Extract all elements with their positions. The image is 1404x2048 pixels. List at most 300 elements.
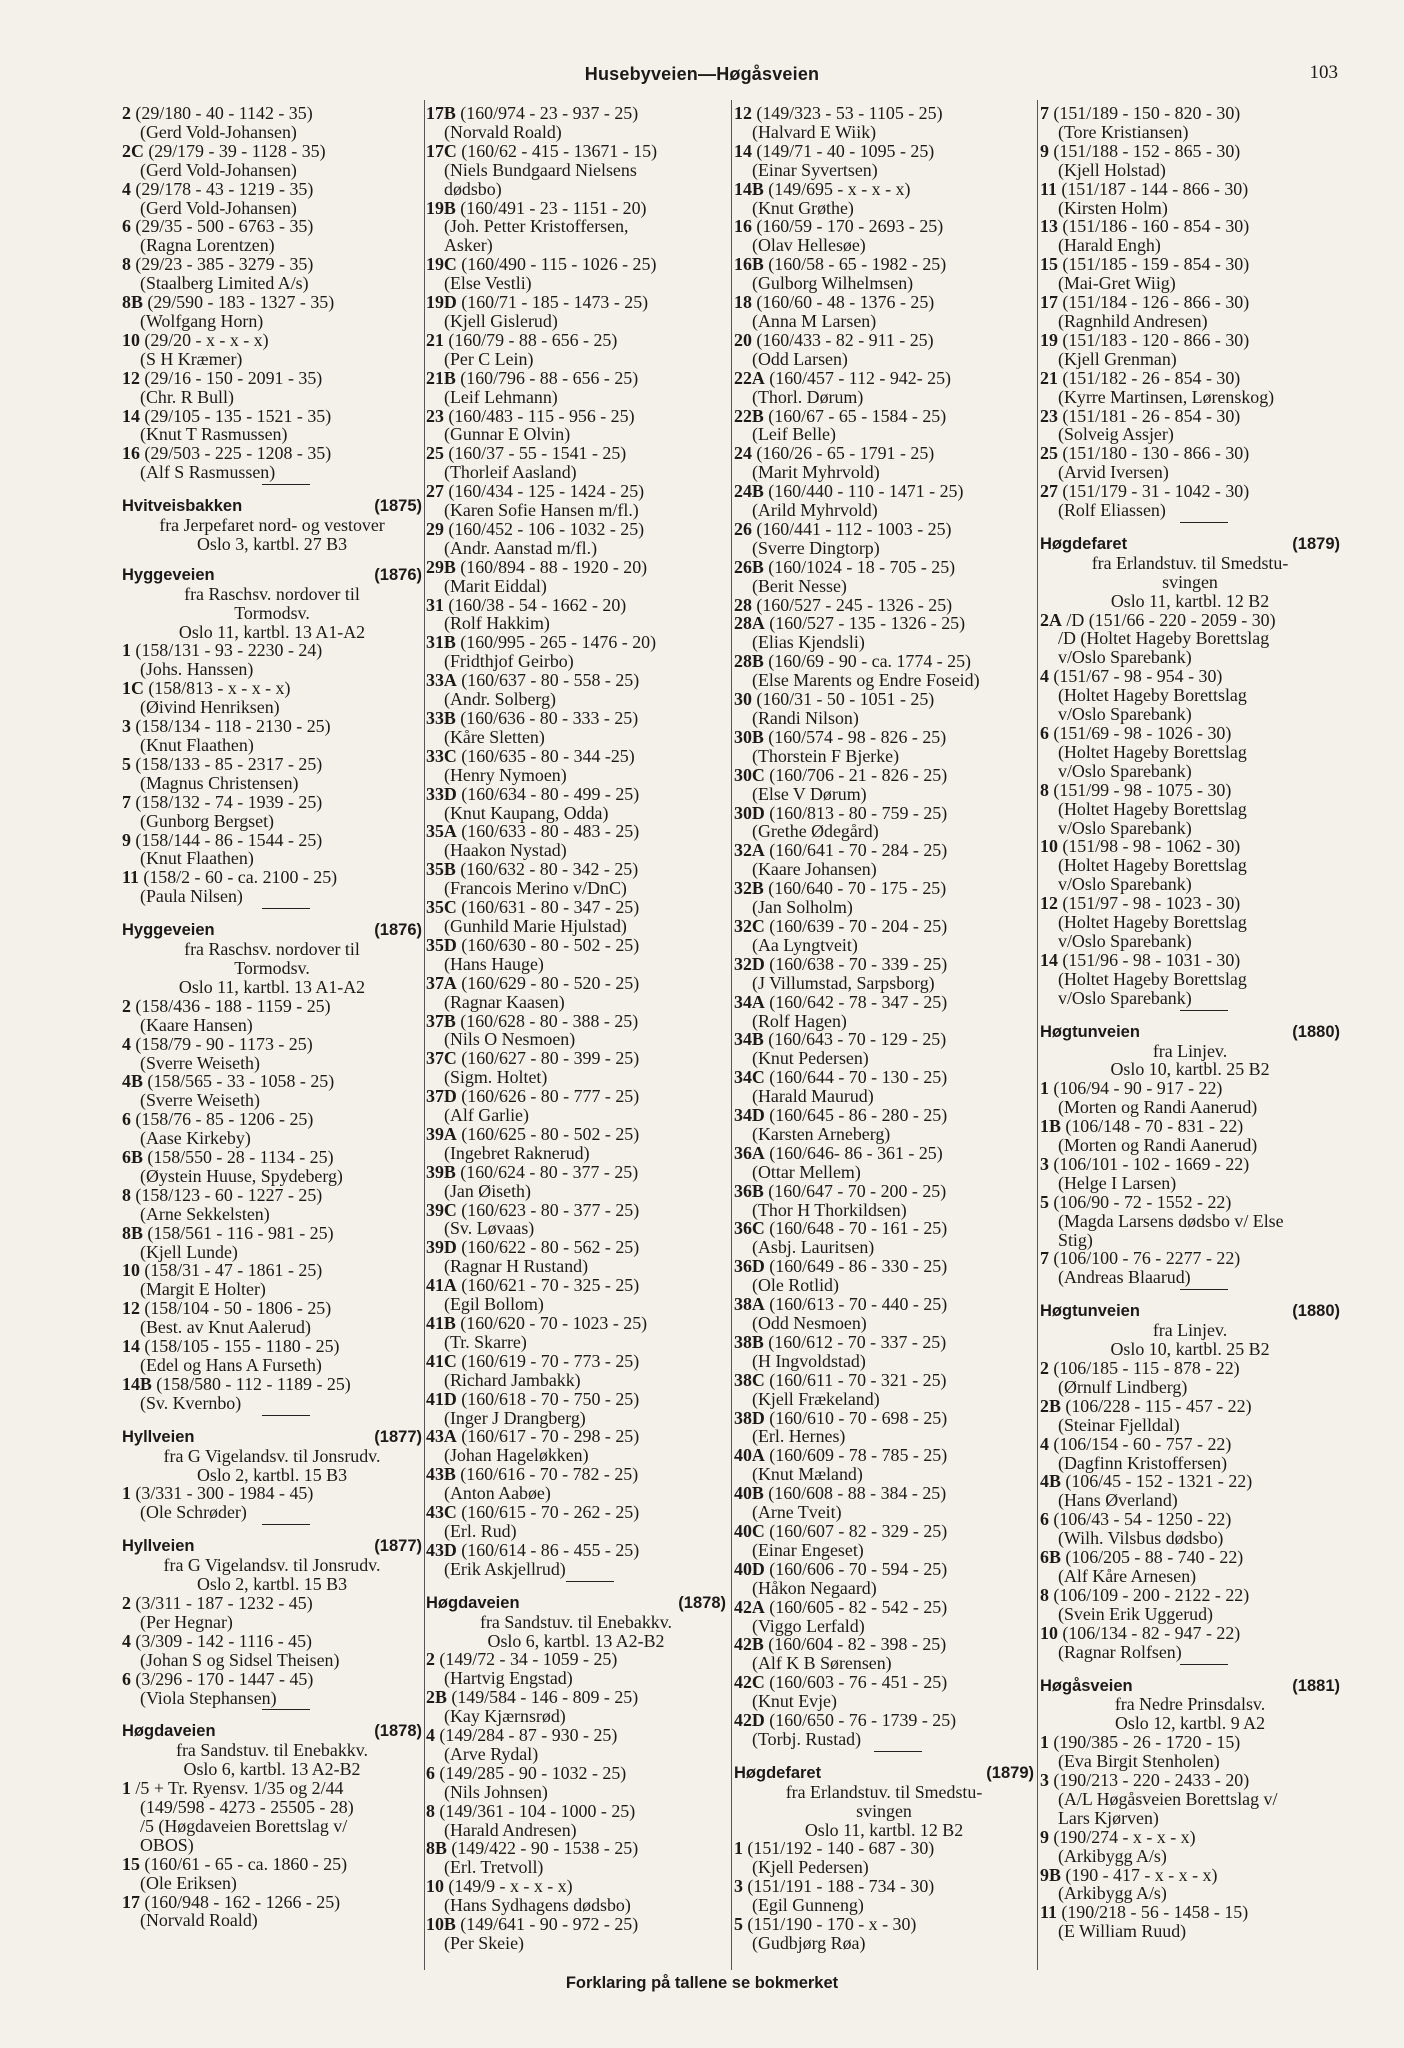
- property-data: (3/331 - 300 - 1984 - 45): [130, 1483, 314, 1504]
- property-data: (158/79 - 90 - 1173 - 25): [130, 1033, 313, 1054]
- street-heading: [1040, 1677, 1340, 1696]
- property-data: (160/646- 86 - 361 - 25): [764, 1142, 943, 1163]
- address-entry: [426, 1390, 726, 1409]
- street-description: fra Linjev.: [1152, 1040, 1228, 1061]
- street-name: Hyllveien: [122, 1427, 195, 1446]
- street-code: (1875): [374, 497, 422, 516]
- house-number: 5: [1040, 1191, 1049, 1212]
- house-number: 8: [1040, 1584, 1049, 1605]
- address-entry: [1040, 1903, 1340, 1922]
- property-data: (160/610 - 70 - 698 - 25): [764, 1407, 948, 1428]
- property-data: (29/179 - 39 - 1128 - 35): [143, 140, 326, 161]
- owner-name: (Asbj. Lauritsen): [752, 1237, 875, 1258]
- address-entry: [734, 255, 1034, 274]
- owner-name: (Edel og Hans A Furseth): [140, 1355, 322, 1375]
- house-number: 29: [426, 518, 444, 539]
- address-entry: [734, 690, 1034, 709]
- property-data: (160/974 - 23 - 937 - 25): [455, 103, 639, 123]
- property-data: (106/205 - 88 - 740 - 22): [1060, 1547, 1244, 1568]
- property-data: (160/61 - 65 - ca. 1860 - 25): [139, 1853, 348, 1874]
- owner-name: (Per Hegnar): [140, 1611, 233, 1632]
- owner-name: (Hartvig Engstad): [444, 1668, 573, 1689]
- owner-name: (Kjell Pedersen): [752, 1857, 869, 1878]
- street-name: Høgdaveien: [122, 1722, 216, 1741]
- address-entry: [122, 104, 422, 123]
- house-number: 33B: [426, 708, 456, 728]
- house-number: 5: [122, 753, 131, 774]
- house-number: 35B: [426, 859, 456, 880]
- address-entry: [426, 974, 726, 993]
- street-description: fra Raschsv. nordover til: [184, 583, 360, 604]
- address-entry: [122, 407, 422, 426]
- property-data: /5 + Tr. Ryensv. 1/35 og 2/44: [130, 1778, 344, 1799]
- section-rule: [262, 908, 310, 909]
- property-data: (160/26 - 65 - 1791 - 25): [751, 443, 935, 464]
- house-number: 2A: [1040, 609, 1062, 630]
- house-number: 39D: [426, 1237, 457, 1258]
- property-data: (160/623 - 80 - 377 - 25): [456, 1199, 640, 1220]
- address-entry: [426, 1915, 726, 1934]
- address-entry: [122, 293, 422, 312]
- property-data: (160/633 - 80 - 483 - 25): [456, 821, 640, 842]
- owner-name: (Fridthjof Geirbo): [444, 651, 574, 672]
- owner-name: (Andr. Solberg): [444, 689, 556, 710]
- address-entry: [426, 1201, 726, 1220]
- property-data: (160/434 - 125 - 1424 - 25): [443, 481, 645, 502]
- house-number: 11: [1040, 178, 1057, 199]
- address-entry: [734, 1182, 1034, 1201]
- owner-name: (Niels Bundgaard Nielsens: [444, 159, 637, 180]
- property-data: (106/45 - 152 - 1321 - 22): [1060, 1471, 1253, 1492]
- owner-name: (Hans Hauge): [444, 953, 544, 974]
- address-entry: [1040, 217, 1340, 236]
- address-entry: [734, 1068, 1034, 1087]
- property-data: (160/60 - 48 - 1376 - 25): [751, 292, 935, 313]
- property-data: (160/62 - 415 - 13671 - 15): [456, 140, 658, 161]
- street-description: svingen: [1162, 571, 1218, 592]
- property-data: (160/644 - 70 - 130 - 25): [764, 1067, 948, 1088]
- owner-name: (Arve Rydal): [444, 1743, 539, 1764]
- street-description: fra Linjev.: [1152, 1320, 1228, 1341]
- address-entry: [734, 1295, 1034, 1314]
- house-number: 40D: [734, 1558, 765, 1579]
- house-number: 4: [122, 1630, 131, 1651]
- address-entry: [734, 766, 1034, 785]
- property-data: (158/813 - x - x - x): [143, 678, 291, 699]
- house-number: 2: [426, 1649, 435, 1670]
- property-data: (160/608 - 88 - 384 - 25): [763, 1483, 947, 1504]
- property-data: (160/452 - 106 - 1032 - 25): [443, 518, 645, 539]
- property-data: (106/154 - 60 - 757 - 22): [1048, 1433, 1232, 1454]
- address-entry: [426, 1163, 726, 1182]
- column-divider: [731, 100, 732, 1970]
- house-number: 12: [122, 1298, 140, 1319]
- street-description: fra Sandstuv. til Enebakkv.: [480, 1611, 672, 1632]
- house-number: 25: [426, 443, 444, 464]
- owner-name: (Nils Johnsen): [444, 1781, 548, 1802]
- owner-name: (Erl. Tretvoll): [444, 1857, 544, 1878]
- house-number: 5: [734, 1914, 743, 1935]
- house-number: 1: [734, 1838, 743, 1859]
- address-entry: [734, 1915, 1034, 1934]
- address-entry: [1040, 255, 1340, 274]
- address-entry: [1040, 894, 1340, 913]
- address-entry: [426, 1688, 726, 1707]
- owner-name: (Randi Nilson): [752, 708, 859, 728]
- house-number: 7: [122, 791, 131, 812]
- house-number: 36C: [734, 1218, 765, 1239]
- property-data: (190/274 - x - x - x): [1048, 1826, 1196, 1847]
- address-entry: [1040, 407, 1340, 426]
- owner-name: (Paula Nilsen): [140, 886, 243, 907]
- address-entry: [426, 1012, 726, 1031]
- address-entry: [426, 199, 726, 218]
- property-data: (158/436 - 188 - 1159 - 25): [130, 995, 331, 1016]
- address-entry: [122, 1035, 422, 1054]
- owner-name: (Arild Myhrvold): [752, 500, 878, 521]
- house-number: 6: [122, 216, 131, 237]
- address-entry: [734, 217, 1034, 236]
- street-description: Oslo 2, kartbl. 15 B3: [196, 1464, 348, 1485]
- house-number: 41A: [426, 1275, 457, 1296]
- property-data: (149/422 - 90 - 1538 - 25): [446, 1838, 639, 1859]
- property-data: (158/561 - 116 - 981 - 25): [142, 1222, 334, 1243]
- address-entry: [426, 1465, 726, 1484]
- property-data: (160/612 - 70 - 337 - 25): [763, 1331, 947, 1352]
- street-description: Oslo 12, kartbl. 9 A2: [1114, 1713, 1266, 1734]
- property-data: (160/643 - 70 - 129 - 25): [763, 1029, 947, 1050]
- address-entry: [734, 652, 1034, 671]
- address-entry: [734, 1598, 1034, 1617]
- house-number: 14: [1040, 949, 1058, 970]
- house-number: 10: [426, 1876, 444, 1897]
- house-number: 15: [1040, 254, 1058, 275]
- house-number: 39B: [426, 1161, 456, 1182]
- house-number: 17B: [426, 103, 456, 123]
- house-number: 14: [734, 140, 752, 161]
- address-entry: [734, 1333, 1034, 1352]
- address-entry: [426, 558, 726, 577]
- property-data: (158/105 - 155 - 1180 - 25): [139, 1336, 340, 1357]
- address-entry: [426, 1726, 726, 1745]
- address-entry: [426, 596, 726, 615]
- house-number: 6: [122, 1109, 131, 1130]
- owner-name: (Chr. R Bull): [140, 386, 234, 407]
- owner-name: (Thorstein F Bjerke): [752, 745, 900, 766]
- owner-name: (Sverre Weiseth): [140, 1052, 260, 1073]
- address-entry: [426, 1087, 726, 1106]
- street-description: Oslo 6, kartbl. 13 A2-B2: [183, 1759, 361, 1780]
- property-data: (160/604 - 82 - 398 - 25): [763, 1634, 947, 1655]
- owner-name: (Helge I Larsen): [1058, 1172, 1177, 1193]
- house-number: 9: [1040, 140, 1049, 161]
- street-name: Hyggeveien: [122, 565, 215, 584]
- address-entry: [1040, 1828, 1340, 1847]
- house-number: 1: [1040, 1732, 1049, 1753]
- property-data: (160/625 - 80 - 502 - 25): [456, 1123, 640, 1144]
- owner-name: (Kjell Lunde): [140, 1241, 238, 1262]
- owner-name: (Ole Rotlid): [752, 1275, 839, 1296]
- property-data: (151/99 - 98 - 1075 - 30): [1048, 779, 1232, 800]
- section-rule: [1180, 522, 1228, 523]
- street-heading: [1040, 1302, 1340, 1321]
- house-number: 36D: [734, 1256, 765, 1277]
- property-data: (160/645 - 86 - 280 - 25): [764, 1105, 948, 1126]
- property-data: (160/67 - 65 - 1584 - 25): [763, 405, 947, 426]
- owner-name: (Jan Øiseth): [444, 1180, 531, 1201]
- house-number: 36A: [734, 1142, 765, 1163]
- street-heading: [122, 921, 422, 940]
- address-entry: [734, 331, 1034, 350]
- house-number: 38A: [734, 1294, 765, 1315]
- house-number: 8: [122, 254, 131, 275]
- house-number: 25: [1040, 443, 1058, 464]
- property-data: (149/361 - 104 - 1000 - 25): [434, 1800, 636, 1821]
- owner-name: (Ole Eriksen): [140, 1872, 237, 1893]
- house-number: 38D: [734, 1407, 765, 1428]
- house-number: 37C: [426, 1048, 457, 1069]
- house-number: 4: [122, 1033, 131, 1054]
- property-data: (29/105 - 135 - 1521 - 35): [139, 405, 332, 426]
- owner-name: (Knut Flaathen): [140, 848, 254, 869]
- address-entry: [734, 879, 1034, 898]
- property-data: (151/96 - 98 - 1031 - 30): [1057, 949, 1241, 970]
- house-number: 23: [426, 405, 444, 426]
- address-entry: [122, 1779, 422, 1798]
- property-data: (149/695 - x - x - x): [763, 178, 911, 199]
- house-number: 8: [122, 1184, 131, 1205]
- street-name: Hyggeveien: [122, 921, 215, 940]
- house-number: 10: [122, 1260, 140, 1281]
- street-code: (1879): [986, 1763, 1034, 1782]
- property-data: (3/296 - 170 - 1447 - 45): [130, 1668, 314, 1689]
- house-number: 1: [122, 1483, 131, 1504]
- house-number: 35C: [426, 897, 457, 918]
- owner-name: (Egil Bollom): [444, 1294, 544, 1315]
- owner-name: (Gulborg Wilhelmsen): [752, 273, 914, 294]
- house-number: 38B: [734, 1331, 764, 1352]
- owner-name: (Richard Jambakk): [444, 1369, 581, 1390]
- house-number: 33D: [426, 783, 457, 804]
- street-heading: [1040, 535, 1340, 554]
- house-number: 35D: [426, 934, 457, 955]
- house-number: 21: [1040, 367, 1058, 388]
- address-entry: [1040, 1624, 1340, 1643]
- house-number: 8: [426, 1800, 435, 1821]
- property-data: (149/284 - 87 - 930 - 25): [434, 1725, 618, 1746]
- address-entry: [426, 1238, 726, 1257]
- property-data: (149/9 - x - x - x): [443, 1876, 573, 1897]
- owner-name: (Harald Engh): [1058, 235, 1161, 256]
- street-description: Tormodsv.: [234, 602, 310, 623]
- owner-name: (Tore Kristiansen): [1058, 121, 1189, 142]
- section-rule: [874, 1751, 922, 1752]
- house-number: 17C: [426, 140, 457, 161]
- owner-name: (J Villumstad, Sarpsborg): [752, 972, 935, 993]
- property-data: (160/632 - 80 - 342 - 25): [455, 859, 639, 880]
- property-data: (151/179 - 31 - 1042 - 30): [1057, 481, 1250, 502]
- house-number: 10: [1040, 1622, 1058, 1643]
- property-data: (151/181 - 26 - 854 - 30): [1057, 405, 1241, 426]
- property-data: (160/69 - 90 - ca. 1774 - 25): [763, 651, 972, 672]
- property-data: (149/285 - 90 - 1032 - 25): [434, 1762, 627, 1783]
- owner-name: (Leif Belle): [752, 424, 836, 445]
- owner-name: (Gunnar E Olvin): [444, 424, 571, 445]
- owner-name: dødsbo): [444, 178, 502, 199]
- owner-name: (Norvald Roald): [140, 1910, 258, 1931]
- house-number: 18: [734, 292, 752, 313]
- property-data: (151/186 - 160 - 854 - 30): [1057, 216, 1250, 237]
- house-number: 9B: [1040, 1864, 1061, 1885]
- address-entry: [1040, 611, 1340, 630]
- address-entry: [1040, 1155, 1340, 1174]
- address-entry: [734, 142, 1034, 161]
- house-number: 31B: [426, 632, 456, 653]
- owner-name: (Holtet Hageby Borettslag: [1058, 968, 1247, 989]
- street-name: Høgdaveien: [426, 1593, 520, 1612]
- property-data: (151/98 - 98 - 1062 - 30): [1057, 836, 1241, 857]
- house-number: 1B: [1040, 1116, 1061, 1137]
- property-data: (160/619 - 70 - 773 - 25): [456, 1350, 640, 1371]
- property-data: (160/609 - 78 - 785 - 25): [764, 1445, 948, 1466]
- address-entry: [426, 1650, 726, 1669]
- address-entry: [122, 331, 422, 350]
- property-data: (29/35 - 500 - 6763 - 35): [130, 216, 314, 237]
- address-entry: [1040, 781, 1340, 800]
- street-name: Høgdefaret: [1040, 534, 1128, 553]
- property-data: (160/639 - 70 - 204 - 25): [764, 915, 948, 936]
- address-entry: [122, 1375, 422, 1394]
- owner-name: (Karsten Arneberg): [752, 1123, 891, 1144]
- owner-name: (Holtet Hageby Borettslag: [1058, 855, 1247, 876]
- address-entry: [426, 1802, 726, 1821]
- owner-name: (Gudbjørg Røa): [752, 1933, 866, 1953]
- owner-name: (Magnus Christensen): [140, 772, 299, 793]
- street-code: (1879): [1292, 534, 1340, 553]
- owner-name: v/Oslo Sparebank): [1058, 817, 1192, 838]
- house-number: 15: [122, 1853, 140, 1874]
- owner-name: (Steinar Fjelldal): [1058, 1414, 1180, 1435]
- street-description: Oslo 2, kartbl. 15 B3: [196, 1574, 348, 1595]
- property-data: (160/642 - 78 - 347 - 25): [764, 991, 948, 1012]
- owner-name: (Rolf Eliassen): [1058, 500, 1166, 521]
- house-number: 11: [1040, 1902, 1057, 1923]
- property-data: (160/574 - 98 - 826 - 25): [763, 726, 947, 747]
- owner-name: (Olav Hellesøe): [752, 235, 866, 256]
- owner-name: (Sv. Løvaas): [444, 1218, 535, 1239]
- house-number: 12: [122, 367, 140, 388]
- house-number: 4: [1040, 1433, 1049, 1454]
- property-data: (151/183 - 120 - 866 - 30): [1057, 329, 1250, 350]
- address-entry: [1040, 1866, 1340, 1885]
- property-data: (29/590 - 183 - 1327 - 35): [142, 292, 335, 313]
- house-number: 1C: [122, 678, 144, 699]
- house-number: 2C: [122, 140, 144, 161]
- property-data: (151/67 - 98 - 954 - 30): [1048, 666, 1223, 687]
- house-number: 28: [734, 594, 752, 615]
- property-data: (160/627 - 80 - 399 - 25): [456, 1048, 640, 1069]
- house-number: 21: [426, 329, 444, 350]
- property-data: (149/72 - 34 - 1059 - 25): [434, 1649, 618, 1670]
- street-heading: [734, 1764, 1034, 1783]
- owner-name: (Aase Kirkeby): [140, 1128, 251, 1149]
- house-number: 34D: [734, 1105, 765, 1126]
- address-entry: [734, 841, 1034, 860]
- property-data: (149/641 - 90 - 972 - 25): [455, 1914, 639, 1935]
- address-entry: [426, 1276, 726, 1295]
- address-entry: [122, 1632, 422, 1651]
- owner-name: (Knut T Rasmussen): [140, 424, 288, 445]
- section-rule: [566, 1581, 614, 1582]
- house-number: 32D: [734, 953, 765, 974]
- property-data: (158/550 - 28 - 1134 - 25): [142, 1147, 334, 1168]
- address-entry: [734, 614, 1034, 633]
- house-number: 16B: [734, 254, 764, 275]
- street-description: fra Raschsv. nordover til: [184, 939, 360, 960]
- address-entry: [734, 1673, 1034, 1692]
- property-data: (160/995 - 265 - 1476 - 20): [455, 632, 657, 653]
- owner-name: (Elias Kjendsli): [752, 632, 865, 653]
- owner-name: (Kjell Frækeland): [752, 1388, 880, 1409]
- property-data: (160/650 - 76 - 1739 - 25): [764, 1710, 957, 1731]
- address-entry: [122, 1893, 422, 1912]
- property-data: (160/620 - 70 - 1023 - 25): [455, 1313, 648, 1333]
- property-data: (160/894 - 88 - 1920 - 20): [455, 556, 648, 577]
- street-description: Oslo 11, kartbl. 13 A1-A2: [178, 621, 366, 642]
- house-number: 24B: [734, 481, 764, 502]
- address-entry: [122, 997, 422, 1016]
- property-data: (160/615 - 70 - 262 - 25): [456, 1502, 640, 1523]
- house-number: 34A: [734, 991, 765, 1012]
- owner-name: (Ottar Mellem): [752, 1161, 861, 1182]
- street-code: (1877): [374, 1427, 422, 1446]
- owner-name: (Egil Gunneng): [752, 1895, 864, 1916]
- owner-name: (Morten og Randi Aanerud): [1058, 1097, 1258, 1118]
- house-number: 10: [122, 329, 140, 350]
- owner-name: (S H Kræmer): [140, 348, 243, 369]
- property-data: (160/440 - 110 - 1471 - 25): [763, 481, 964, 502]
- owner-name: (Knut Flaathen): [140, 735, 254, 755]
- house-number: 8B: [426, 1838, 447, 1859]
- house-number: 2: [122, 995, 131, 1016]
- house-number: 11: [122, 867, 139, 888]
- address-entry: [1040, 1472, 1340, 1491]
- column-2: [426, 104, 726, 1953]
- owner-name: Stig): [1058, 1229, 1093, 1250]
- house-number: 12: [734, 103, 752, 123]
- property-data: (158/104 - 50 - 1806 - 25): [139, 1298, 332, 1319]
- address-entry: [1040, 444, 1340, 463]
- street-description: fra Sandstuv. til Enebakkv.: [176, 1740, 368, 1761]
- property-data: (151/182 - 26 - 854 - 30): [1057, 367, 1241, 388]
- house-number: 2: [122, 1592, 131, 1613]
- address-entry: [426, 255, 726, 274]
- address-entry: [1040, 951, 1340, 970]
- property-data: (160/948 - 162 - 1266 - 25): [139, 1891, 341, 1912]
- address-entry: [1040, 1586, 1340, 1605]
- address-entry: [1040, 1733, 1340, 1752]
- property-data: (160/706 - 21 - 826 - 25): [764, 764, 948, 785]
- owner-name: OBOS): [140, 1834, 194, 1855]
- property-data: (160/527 - 135 - 1326 - 25): [764, 613, 966, 634]
- address-entry: [1040, 482, 1340, 501]
- address-entry: [122, 1224, 422, 1243]
- property-data: (160/611 - 70 - 321 - 25): [764, 1369, 947, 1390]
- address-entry: [734, 1711, 1034, 1730]
- house-number: 17: [1040, 292, 1058, 313]
- house-number: 19D: [426, 292, 457, 313]
- address-entry: [426, 633, 726, 652]
